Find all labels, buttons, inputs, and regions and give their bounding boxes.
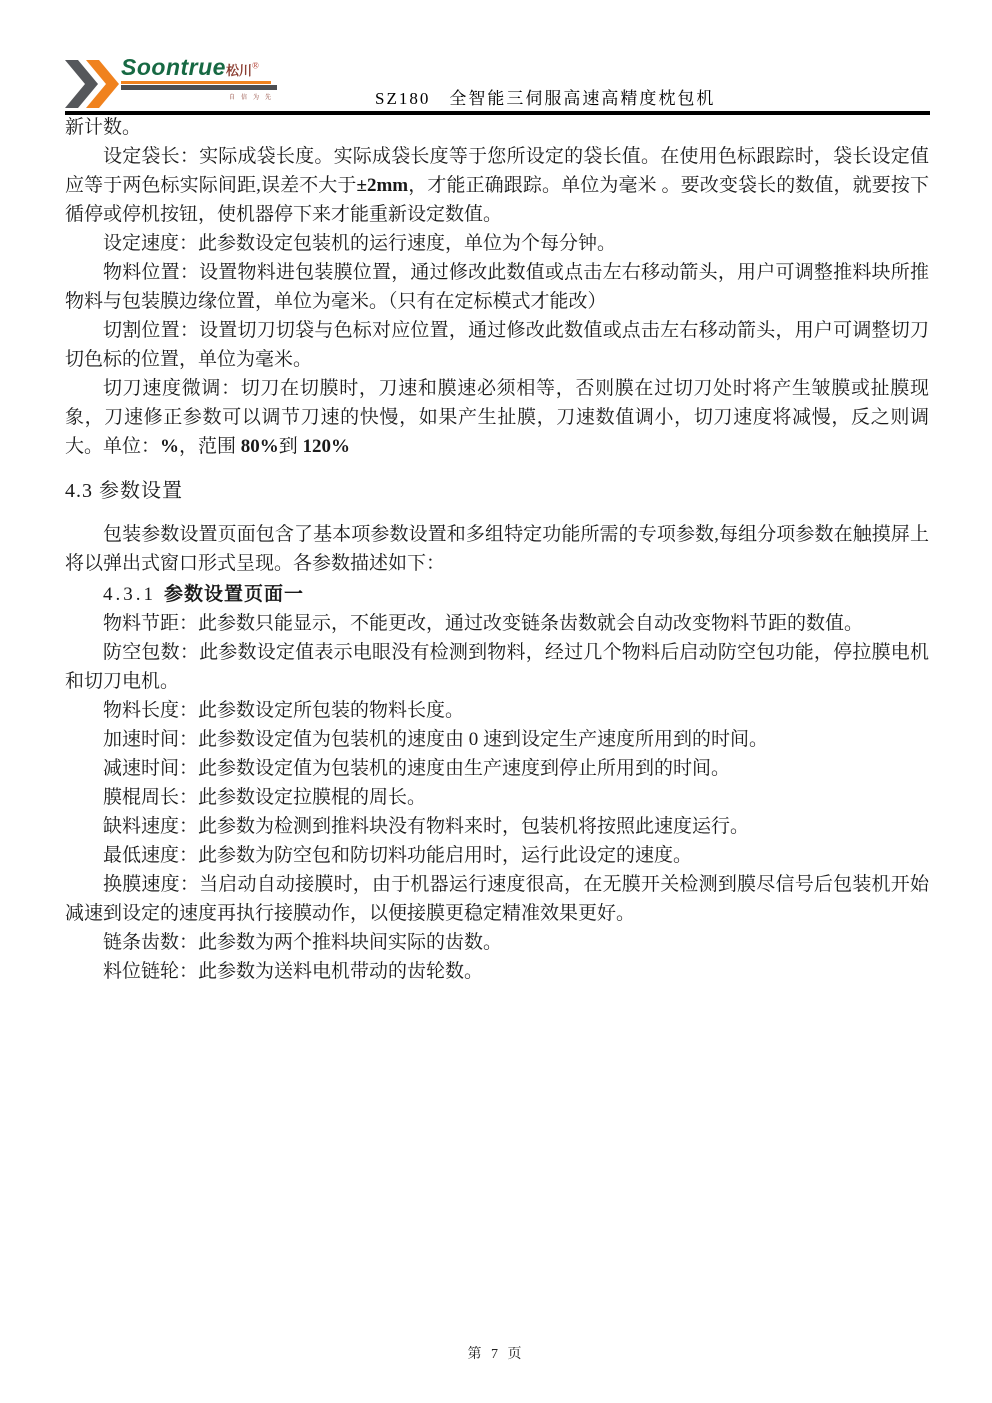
paragraph-text: 设定袋长：实际成袋长度。实际成袋长度等于您所设定的袋长值。在使用色标跟踪时，袋长设定值应等于两色标实际间距,误差不大于 bbox=[65, 146, 929, 196]
paragraph-material-position: 物料位置：设置物料进包装膜位置，通过修改此数值或点击左右移动箭头，用户可调整推料块所推物料与包装膜边缘位置，单位为毫米。（只有在定标模式才能改） bbox=[65, 262, 929, 312]
document-body bbox=[65, 113, 929, 986]
soontrue-logo bbox=[65, 56, 281, 108]
paragraph-text: ，才能正确跟踪。单位为毫米 。要改变袋长的数值，就要按下循停或停机按钮，使机器停下来才能重新设定数值。 bbox=[65, 175, 929, 225]
paragraph-text: 到 bbox=[278, 436, 303, 457]
paragraph-material-length: 物料长度：此参数设定所包装的物料长度。 bbox=[103, 700, 465, 721]
logo-text-block bbox=[121, 56, 281, 101]
logo-wordmark-cn: 松川 bbox=[225, 63, 252, 78]
paragraph-knife-speed-trim bbox=[65, 374, 929, 461]
paragraph-film-change-speed: 换膜速度：当启动自动接膜时，由于机器运行速度很高，在无膜开关检测到膜尽信号后包装机开始减速到设定的速度再执行接膜动作，以便接膜更稳定精准效果更好。 bbox=[65, 874, 929, 924]
paragraph-bold-value: ±2mm bbox=[356, 175, 409, 196]
logo-gray-bar bbox=[121, 85, 277, 90]
paragraph-bold-value: % bbox=[160, 436, 180, 457]
paragraph-bold-value: 80% bbox=[240, 436, 279, 457]
paragraph-minimum-speed: 最低速度：此参数为防空包和防切料功能启用时，运行此设定的速度。 bbox=[103, 845, 693, 866]
page-header bbox=[65, 54, 930, 112]
paragraph-text: ，范围 bbox=[179, 436, 241, 457]
subsection-number: 4.3.1 bbox=[103, 584, 156, 605]
paragraph-bold-value: 120% bbox=[302, 436, 351, 457]
paragraph-continuation: 新计数。 bbox=[65, 117, 142, 138]
logo-tagline: 自信为先 bbox=[228, 95, 277, 101]
double-chevron-icon bbox=[65, 60, 119, 108]
page-number: 第 7 页 bbox=[467, 1347, 525, 1362]
paragraph-material-pitch: 物料节距：此参数只能显示，不能更改，通过改变链条齿数就会自动改变物料节距的数值。 bbox=[103, 613, 864, 634]
paragraph-roller-circumference: 膜棍周长：此参数设定拉膜棍的周长。 bbox=[103, 787, 427, 808]
paragraph-set-bag-length bbox=[65, 142, 929, 229]
paragraph-cut-position: 切割位置：设置切刀切袋与色标对应位置，通过修改此数值或点击左右移动箭头，用户可调整切刀切色标的位置，单位为毫米。 bbox=[65, 320, 929, 370]
logo-orange-bar bbox=[121, 81, 271, 84]
paragraph-decel-time: 减速时间：此参数设定值为包装机的速度由生产速度到停止所用到的时间。 bbox=[103, 758, 731, 779]
paragraph-section-intro: 包装参数设置页面包含了基本项参数设置和多组特定功能所需的专项参数,每组分项参数在触摸屏上将以弹出式窗口形式呈现。各参数描述如下： bbox=[65, 524, 929, 574]
paragraph-empty-bag-count: 防空包数：此参数设定值表示电眼没有检测到物料，经过几个物料后启动防空包功能，停拉膜电机和切刀电机。 bbox=[65, 642, 929, 692]
doc-title: SZ180 全智能三伺服高速高精度枕包机 bbox=[375, 89, 716, 108]
subsection-heading-4-3-1 bbox=[65, 580, 929, 609]
paragraph-chain-teeth: 链条齿数：此参数为两个推料块间实际的齿数。 bbox=[103, 932, 503, 953]
paragraph-accel-time: 加速时间：此参数设定值为包装机的速度由 0 速到设定生产速度所用到的时间。 bbox=[103, 729, 769, 750]
paragraph-feed-sprocket: 料位链轮：此参数为送料电机带动的齿轮数。 bbox=[103, 961, 484, 982]
section-heading-4-3: 4.3 参数设置 bbox=[65, 480, 183, 502]
paragraph-text: 切刀速度微调：切刀在切膜时，刀速和膜速必须相等，否则膜在过切刀处时将产生皱膜或扯膜现象，刀速修正参数可以调节刀速的快慢，如果产生扯膜，刀速数值调小，切刀速度将减慢，反之则调大。单位： bbox=[65, 378, 929, 457]
subsection-title: 参数设置页面一 bbox=[164, 584, 305, 605]
logo-wordmark: Soontrue bbox=[121, 54, 226, 80]
paragraph-set-speed: 设定速度：此参数设定包装机的运行速度，单位为个每分钟。 bbox=[103, 233, 617, 254]
logo-wordmark-row bbox=[121, 56, 281, 79]
paragraph-no-material-speed: 缺料速度：此参数为检测到推料块没有物料来时，包装机将按照此速度运行。 bbox=[103, 816, 750, 837]
registered-mark-icon: ® bbox=[251, 60, 259, 71]
